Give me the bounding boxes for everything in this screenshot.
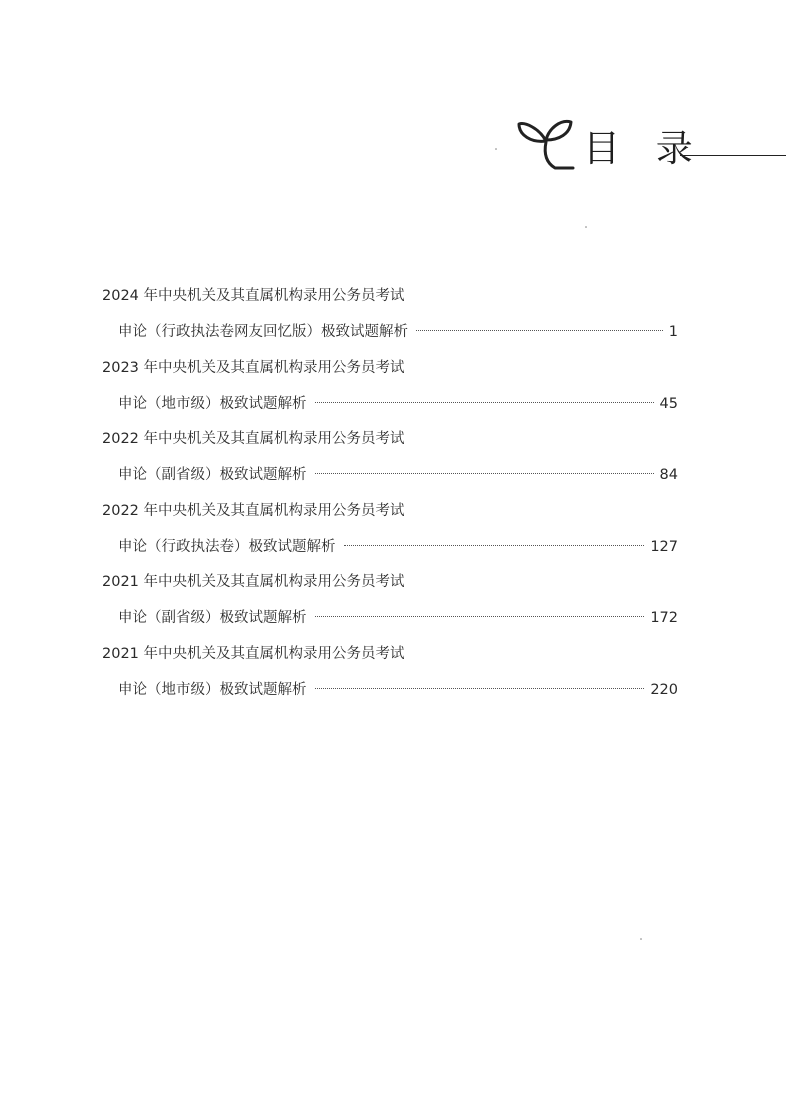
scan-speck xyxy=(585,226,587,228)
toc-entry-line xyxy=(118,394,678,414)
toc-entry-page: 1 xyxy=(668,324,678,340)
toc-entry-page: 45 xyxy=(659,395,678,412)
toc-entry-line xyxy=(118,322,678,342)
toc-entry-title: 2022 年中央机关及其直属机构录用公务员考试 xyxy=(102,431,405,447)
toc-entry[interactable] xyxy=(102,358,678,430)
dot-leader xyxy=(315,473,654,474)
toc-entry-subtitle: 申论（地市级）极致试题解析 xyxy=(118,395,307,412)
scan-speck xyxy=(640,938,642,940)
toc-entry-title: 2023 年中央机关及其直属机构录用公务员考试 xyxy=(102,359,405,376)
table-of-contents xyxy=(102,286,678,715)
toc-entry-page: 84 xyxy=(659,467,678,483)
toc-entry-subtitle: 申论（行政执法卷）极致试题解析 xyxy=(118,538,336,555)
toc-entry-line xyxy=(118,608,678,628)
toc-entry-title: 2022 年中央机关及其直属机构录用公务员考试 xyxy=(102,502,405,519)
dot-leader xyxy=(315,688,645,689)
toc-entry-page: 127 xyxy=(650,538,678,555)
toc-entry[interactable] xyxy=(102,286,678,358)
toc-entry[interactable] xyxy=(102,644,678,716)
toc-entry-line xyxy=(118,465,678,485)
dot-leader xyxy=(315,402,654,403)
page-title: 目 录 xyxy=(583,127,705,170)
toc-entry-subtitle: 申论（副省级）极致试题解析 xyxy=(118,610,307,626)
dot-leader xyxy=(416,330,663,331)
toc-entry[interactable] xyxy=(102,572,678,644)
scan-speck xyxy=(495,148,497,150)
toc-entry-page: 172 xyxy=(650,610,678,626)
toc-entry-subtitle: 申论（行政执法卷网友回忆版）极致试题解析 xyxy=(118,324,408,340)
toc-entry-title: 2021 年中央机关及其直属机构录用公务员考试 xyxy=(102,645,405,662)
toc-entry-page: 220 xyxy=(650,681,678,698)
dot-leader xyxy=(315,616,645,617)
toc-entry-title: 2024 年中央机关及其直属机构录用公务员考试 xyxy=(102,288,405,304)
toc-entry-line xyxy=(118,680,678,700)
toc-entry-line xyxy=(118,537,678,557)
toc-entry-subtitle: 申论（地市级）极致试题解析 xyxy=(118,681,307,698)
title-rule xyxy=(680,155,786,156)
toc-entry[interactable] xyxy=(102,501,678,573)
toc-entry-title: 2021 年中央机关及其直属机构录用公务员考试 xyxy=(102,574,405,590)
dot-leader xyxy=(344,545,645,546)
toc-entry[interactable] xyxy=(102,429,678,501)
sprout-icon xyxy=(515,108,577,172)
toc-entry-subtitle: 申论（副省级）极致试题解析 xyxy=(118,467,307,483)
toc-header xyxy=(515,108,787,178)
